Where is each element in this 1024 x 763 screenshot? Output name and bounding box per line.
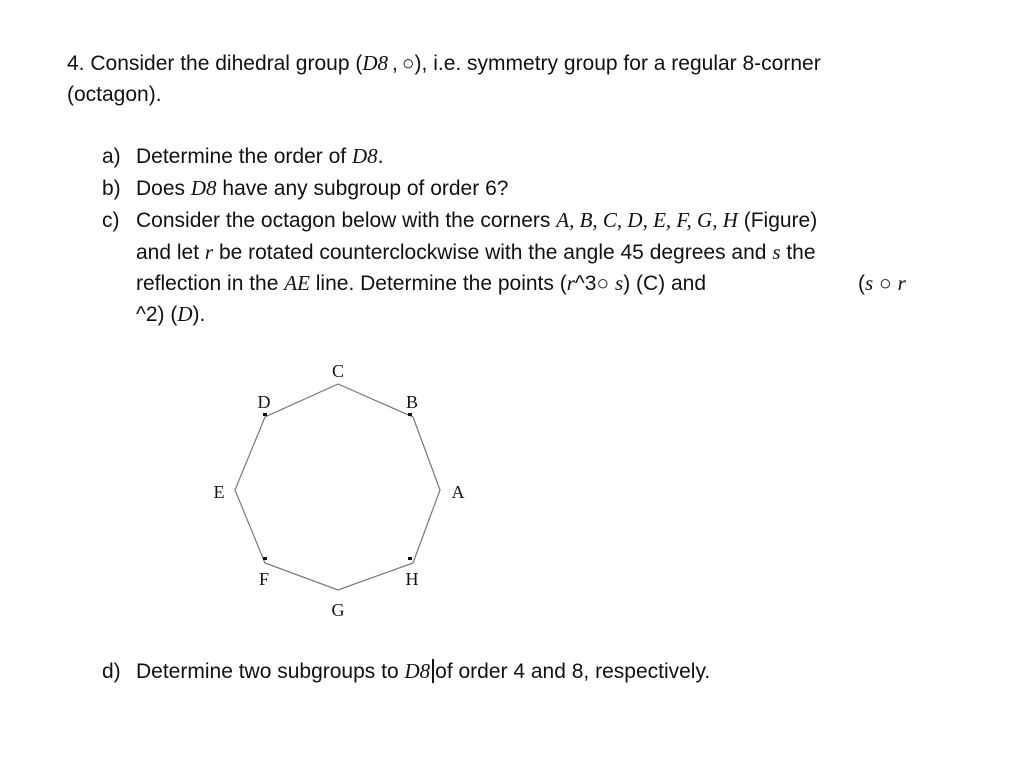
- expr2-op: ○: [879, 272, 892, 295]
- part-b-text-2: have any subgroup of order 6?: [222, 177, 509, 200]
- problem-intro-line2: (octagon).: [67, 83, 162, 106]
- corner-list: A, B, C, D, E, F, G, H: [556, 208, 738, 232]
- part-b-marker: b): [102, 177, 121, 200]
- part-d: [102, 658, 710, 685]
- vertex-label-e: E: [213, 482, 225, 502]
- vertex-ticks: [263, 413, 412, 560]
- part-c-marker: c): [102, 209, 120, 232]
- operation-symbol: ○: [401, 52, 415, 75]
- vertex-label-h: H: [405, 569, 419, 589]
- expr2-paren: (: [858, 272, 865, 295]
- vertex-label-f: F: [258, 569, 269, 589]
- part-d-text-1: Determine two subgroups to: [136, 660, 399, 683]
- vertex-label-a: A: [451, 482, 465, 502]
- ae-line-symbol: AE: [284, 271, 310, 295]
- part-a-marker: a): [102, 145, 121, 168]
- expr1-power: ^3: [574, 272, 597, 295]
- part-c-text-3b: line. Determine the points (: [315, 272, 567, 295]
- point-d-symbol: D: [177, 302, 193, 326]
- vertex-label-b: B: [405, 392, 418, 412]
- vertex-label-d: D: [257, 392, 271, 412]
- part-b-symbol: D8: [190, 176, 217, 200]
- problem-intro-end: ), i.e. symmetry group for a regular 8-corner: [414, 52, 821, 75]
- expr1-op: ○: [596, 272, 610, 295]
- part-c-text-4b: ).: [192, 303, 206, 326]
- part-d-text-2: of order 4 and 8, respectively.: [435, 660, 711, 683]
- reflection-symbol: s: [772, 240, 781, 264]
- expr1-r: r: [566, 271, 575, 295]
- part-d-symbol: D8: [404, 659, 431, 683]
- vertex-label-c: C: [331, 361, 344, 381]
- part-c-text-2a: and let: [136, 241, 200, 264]
- expr1-s: s: [615, 271, 624, 295]
- part-a-end: .: [377, 145, 384, 168]
- part-c-text-3c: ) (C) and: [623, 272, 707, 295]
- vertex-label-g: G: [331, 600, 345, 620]
- expr2-s: s: [865, 271, 874, 295]
- text-cursor[interactable]: [432, 659, 434, 683]
- part-b-text-1: Does: [136, 177, 186, 200]
- part-a-symbol: D8: [351, 144, 378, 168]
- part-c-figure-ref: (Figure): [743, 209, 818, 232]
- expr2-r: r: [897, 271, 906, 295]
- part-c-text-2c: the: [786, 241, 816, 264]
- separator: ,: [392, 52, 398, 75]
- problem-intro: 4. Consider the dihedral group (: [67, 52, 363, 75]
- part-c-text-1: Consider the octagon below with the corners: [136, 209, 551, 232]
- rotation-symbol: r: [204, 240, 214, 264]
- group-symbol: D8: [362, 51, 389, 75]
- part-d-marker: d): [102, 660, 121, 683]
- part-a-text: Determine the order of: [136, 145, 347, 168]
- part-c-text-4a: ^2) (: [136, 303, 178, 326]
- part-c-text-3a: reflection in the: [136, 272, 279, 295]
- part-c-text-2b: be rotated counterclockwise with the angle 45 degrees and: [218, 241, 767, 264]
